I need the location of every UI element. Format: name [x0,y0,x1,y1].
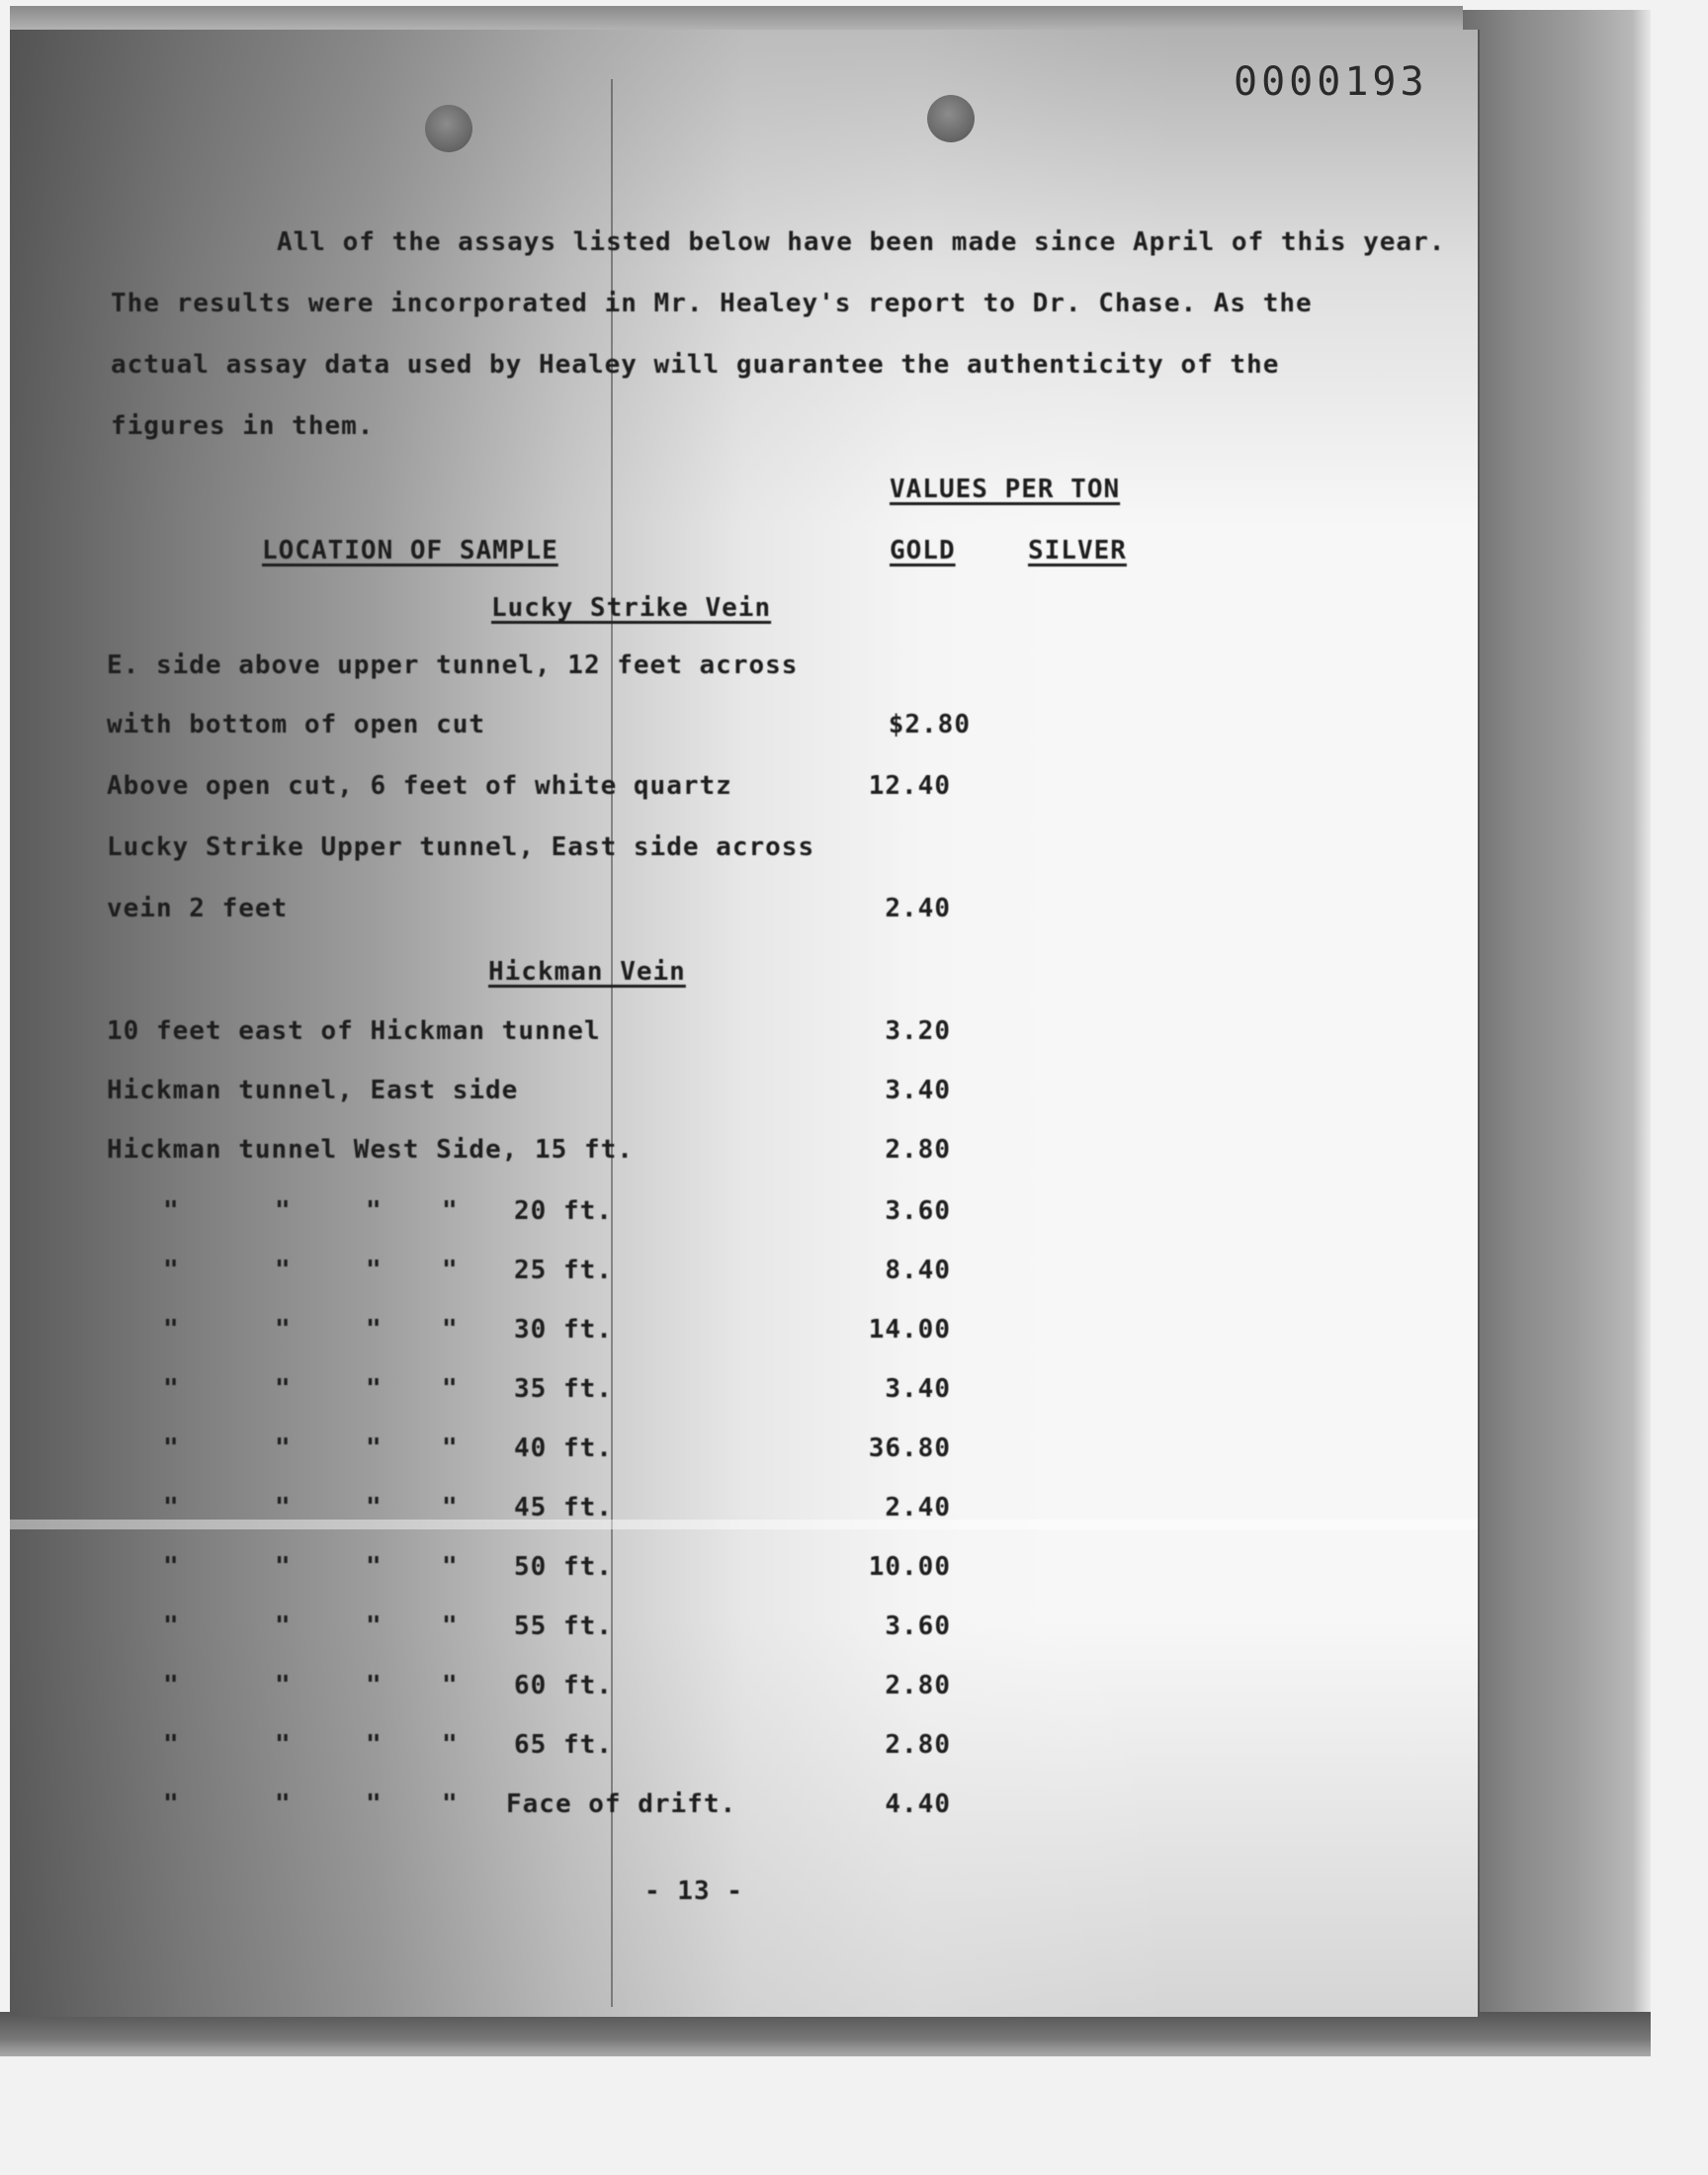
ditto-mark: " [275,1789,291,1819]
gold-value: 36.80 [868,1434,951,1463]
page-number: - 13 - [644,1876,743,1906]
ditto-mark: " [442,1256,458,1285]
gold-value: 3.40 [885,1374,951,1404]
ditto-mark: " [163,1789,179,1819]
scan-shadow-bottom [0,2012,1651,2056]
copier-streak [10,1520,1478,1529]
intro-line-1: All of the assays listed below have been made since April of this year. [277,227,1446,257]
sample-description: with bottom of open cut [107,710,486,740]
sample-description: 25 ft. [514,1256,613,1285]
gold-value: 8.40 [885,1256,951,1285]
gold-value: 4.40 [885,1789,951,1819]
ditto-mark: " [442,1552,458,1582]
ditto-mark: " [442,1196,458,1226]
ditto-mark: " [442,1730,458,1760]
gold-column-header: GOLD [890,536,956,566]
ditto-mark: " [275,1552,291,1582]
sample-description: 20 ft. [514,1196,613,1226]
ditto-mark: " [366,1671,382,1700]
sample-description: Face of drift. [506,1789,737,1819]
ditto-mark: " [163,1434,179,1463]
ditto-mark: " [163,1493,179,1522]
gold-value: 3.20 [885,1016,951,1046]
gold-value: 12.40 [868,771,951,801]
ditto-mark: " [366,1552,382,1582]
ditto-mark: " [366,1315,382,1345]
document-number: 0000193 [1234,59,1428,105]
intro-line-3: actual assay data used by Healey will guarantee the authenticity of the [111,350,1280,380]
intro-line-2: The results were incorporated in Mr. Healey's report to Dr. Chase. As the [111,289,1313,318]
gold-value: 2.40 [885,894,951,923]
ditto-mark: " [275,1611,291,1641]
ditto-mark: " [366,1434,382,1463]
gold-value: 2.80 [885,1730,951,1760]
gold-value: 3.40 [885,1076,951,1105]
ditto-mark: " [366,1196,382,1226]
ditto-mark: " [275,1256,291,1285]
ditto-mark: " [366,1730,382,1760]
sample-description: Lucky Strike Upper tunnel, East side across [107,832,815,862]
ditto-mark: " [275,1493,291,1522]
ditto-mark: " [163,1374,179,1404]
ditto-mark: " [275,1374,291,1404]
ditto-mark: " [163,1671,179,1700]
ditto-mark: " [442,1789,458,1819]
punch-hole-right [927,95,975,142]
scan-shadow-right [1463,10,1651,2056]
ditto-mark: " [163,1256,179,1285]
values-per-ton-header: VALUES PER TON [890,475,1121,504]
ditto-mark: " [366,1374,382,1404]
ditto-mark: " [163,1730,179,1760]
sample-description: 30 ft. [514,1315,613,1345]
location-of-sample-header: LOCATION OF SAMPLE [262,536,558,566]
section-title-lucky-strike: Lucky Strike Vein [491,593,772,623]
sample-description: 55 ft. [514,1611,613,1641]
ditto-mark: " [275,1671,291,1700]
sample-description: E. side above upper tunnel, 12 feet across [107,651,799,680]
sample-description: 60 ft. [514,1671,613,1700]
ditto-mark: " [442,1374,458,1404]
ditto-mark: " [442,1671,458,1700]
ditto-mark: " [275,1434,291,1463]
section-title-hickman: Hickman Vein [488,957,686,987]
ditto-mark: " [366,1611,382,1641]
gold-value: 2.40 [885,1493,951,1522]
ditto-mark: " [275,1315,291,1345]
sample-description: 40 ft. [514,1434,613,1463]
ditto-mark: " [275,1730,291,1760]
sample-description: Hickman tunnel West Side, 15 ft. [107,1135,634,1165]
sample-description: vein 2 feet [107,894,289,923]
ditto-mark: " [442,1611,458,1641]
ditto-mark: " [442,1493,458,1522]
ditto-mark: " [442,1434,458,1463]
gold-value: 2.80 [885,1671,951,1700]
ditto-mark: " [275,1196,291,1226]
punch-hole-left [425,105,472,152]
ditto-mark: " [366,1256,382,1285]
ditto-mark: " [163,1315,179,1345]
sample-description: Hickman tunnel, East side [107,1076,519,1105]
sample-description: Above open cut, 6 feet of white quartz [107,771,732,801]
intro-line-4: figures in them. [111,411,375,441]
ditto-mark: " [366,1493,382,1522]
ditto-mark: " [163,1611,179,1641]
sample-description: 10 feet east of Hickman tunnel [107,1016,601,1046]
sample-description: 35 ft. [514,1374,613,1404]
ditto-mark: " [163,1552,179,1582]
ditto-mark: " [163,1196,179,1226]
sample-description: 65 ft. [514,1730,613,1760]
gold-value: 10.00 [868,1552,951,1582]
gold-value: 3.60 [885,1196,951,1226]
sample-description: 45 ft. [514,1493,613,1522]
ditto-mark: " [366,1789,382,1819]
gold-value: $2.80 [888,710,971,740]
ditto-mark: " [442,1315,458,1345]
sample-description: 50 ft. [514,1552,613,1582]
gold-value: 3.60 [885,1611,951,1641]
silver-column-header: SILVER [1028,536,1127,566]
gold-value: 14.00 [868,1315,951,1345]
gold-value: 2.80 [885,1135,951,1165]
